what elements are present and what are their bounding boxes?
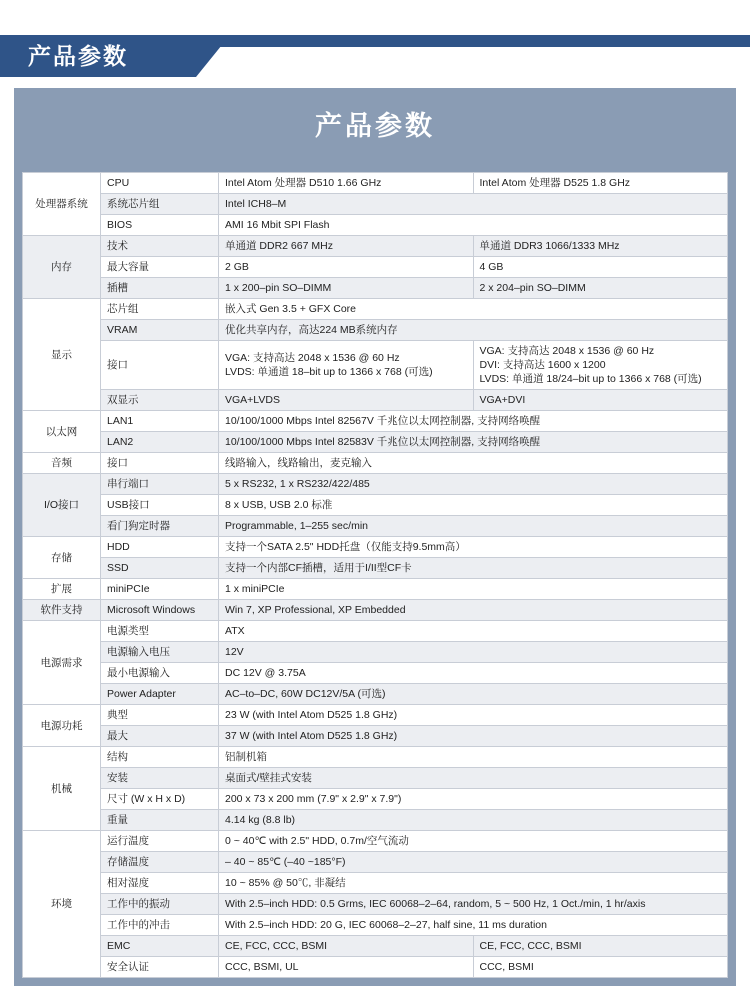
table-row — [23, 432, 728, 453]
row-subcategory: 最大 — [101, 726, 219, 747]
page-banner — [0, 0, 750, 88]
table-row — [23, 474, 728, 495]
table-row — [23, 873, 728, 894]
table-row — [23, 705, 728, 726]
row-subcategory: CPU — [101, 173, 219, 194]
row-value: – 40 ~ 85℃ (–40 ~185°F) — [219, 852, 728, 873]
row-value: 桌面式/壁挂式安装 — [219, 768, 728, 789]
row-subcategory: 安装 — [101, 768, 219, 789]
spec-table — [22, 172, 728, 978]
table-row — [23, 173, 728, 194]
table-row — [23, 299, 728, 320]
table-row — [23, 747, 728, 768]
row-subcategory: 接口 — [101, 341, 219, 390]
row-subcategory: SSD — [101, 558, 219, 579]
row-subcategory: LAN1 — [101, 411, 219, 432]
spec-panel — [14, 88, 736, 986]
table-row — [23, 831, 728, 852]
row-value: 8 x USB, USB 2.0 标准 — [219, 495, 728, 516]
row-value: 1 x miniPCIe — [219, 579, 728, 600]
row-value: 5 x RS232, 1 x RS232/422/485 — [219, 474, 728, 495]
row-category: 显示 — [23, 299, 101, 411]
row-subcategory: 工作中的振动 — [101, 894, 219, 915]
row-value: 2 GB — [219, 257, 474, 278]
row-category: 处理器系统 — [23, 173, 101, 236]
row-value: 200 x 73 x 200 mm (7.9" x 2.9" x 7.9") — [219, 789, 728, 810]
row-value: 4.14 kg (8.8 lb) — [219, 810, 728, 831]
row-subcategory: 尺寸 (W x H x D) — [101, 789, 219, 810]
panel-title: 产品参数 — [14, 88, 736, 164]
row-category: 电源需求 — [23, 621, 101, 705]
row-value: Win 7, XP Professional, XP Embedded — [219, 600, 728, 621]
row-subcategory: 工作中的冲击 — [101, 915, 219, 936]
row-value: Intel Atom 处理器 D525 1.8 GHz — [473, 173, 728, 194]
row-subcategory: Microsoft Windows — [101, 600, 219, 621]
row-category: 以太网 — [23, 411, 101, 453]
row-value: 单通道 DDR2 667 MHz — [219, 236, 474, 257]
row-subcategory: 看门狗定时器 — [101, 516, 219, 537]
row-subcategory: LAN2 — [101, 432, 219, 453]
row-value: With 2.5–inch HDD: 20 G, IEC 60068–2–27, half sine, 11 ms duration — [219, 915, 728, 936]
row-value: CCC, BSMI, UL — [219, 957, 474, 978]
row-value: 支持一个内部CF插槽，适用于I/II型CF卡 — [219, 558, 728, 579]
row-value: 10/100/1000 Mbps Intel 82583V 千兆位以太网控制器, 支持网络唤醒 — [219, 432, 728, 453]
table-row — [23, 915, 728, 936]
row-category: 电源功耗 — [23, 705, 101, 747]
row-value: 10 ~ 85% @ 50℃, 非凝结 — [219, 873, 728, 894]
table-row — [23, 726, 728, 747]
row-subcategory: 典型 — [101, 705, 219, 726]
row-value: 12V — [219, 642, 728, 663]
row-subcategory: 芯片组 — [101, 299, 219, 320]
row-category: 软件支持 — [23, 600, 101, 621]
row-subcategory: 电源类型 — [101, 621, 219, 642]
table-row — [23, 852, 728, 873]
row-subcategory: Power Adapter — [101, 684, 219, 705]
table-row — [23, 194, 728, 215]
table-row — [23, 600, 728, 621]
row-subcategory: 最大容量 — [101, 257, 219, 278]
table-row — [23, 495, 728, 516]
table-row — [23, 936, 728, 957]
table-row — [23, 810, 728, 831]
row-value: VGA+LVDS — [219, 390, 474, 411]
row-value: 优化共享内存，高达224 MB系统内存 — [219, 320, 728, 341]
row-value: VGA+DVI — [473, 390, 728, 411]
row-value: VGA: 支持高达 2048 x 1536 @ 60 Hz DVI: 支持高达 1600 x 1200 LVDS: 单通道 18/24–bit up to 1366 x 768 (可选) — [473, 341, 728, 390]
table-row — [23, 411, 728, 432]
table-row — [23, 621, 728, 642]
table-row — [23, 558, 728, 579]
row-category: 存储 — [23, 537, 101, 579]
row-value: AMI 16 Mbit SPI Flash — [219, 215, 728, 236]
row-subcategory: 相对湿度 — [101, 873, 219, 894]
row-value: 线路输入，线路输出，麦克输入 — [219, 453, 728, 474]
row-subcategory: 系统芯片组 — [101, 194, 219, 215]
table-row — [23, 957, 728, 978]
table-row — [23, 789, 728, 810]
row-value: 10/100/1000 Mbps Intel 82567V 千兆位以太网控制器, 支持网络唤醒 — [219, 411, 728, 432]
page-title: 产品参数 — [28, 43, 128, 69]
row-subcategory: 接口 — [101, 453, 219, 474]
row-value: CE, FCC, CCC, BSMI — [219, 936, 474, 957]
table-row — [23, 257, 728, 278]
row-value: 37 W (with Intel Atom D525 1.8 GHz) — [219, 726, 728, 747]
table-row — [23, 768, 728, 789]
table-row — [23, 642, 728, 663]
row-category: 音频 — [23, 453, 101, 474]
row-value: AC–to–DC, 60W DC12V/5A (可选) — [219, 684, 728, 705]
table-row — [23, 537, 728, 558]
banner-triangle — [196, 35, 230, 77]
row-value: CE, FCC, CCC, BSMI — [473, 936, 728, 957]
table-row — [23, 663, 728, 684]
row-value: 支持一个SATA 2.5" HDD托盘（仅能支持9.5mm高） — [219, 537, 728, 558]
row-value: 1 x 200–pin SO–DIMM — [219, 278, 474, 299]
table-row — [23, 278, 728, 299]
row-subcategory: 双显示 — [101, 390, 219, 411]
table-row — [23, 320, 728, 341]
row-category: I/O接口 — [23, 474, 101, 537]
table-row — [23, 390, 728, 411]
row-value: 23 W (with Intel Atom D525 1.8 GHz) — [219, 705, 728, 726]
row-category: 内存 — [23, 236, 101, 299]
row-subcategory: miniPCIe — [101, 579, 219, 600]
table-row — [23, 684, 728, 705]
row-category: 扩展 — [23, 579, 101, 600]
row-subcategory: 运行温度 — [101, 831, 219, 852]
row-value: CCC, BSMI — [473, 957, 728, 978]
row-value: 2 x 204–pin SO–DIMM — [473, 278, 728, 299]
row-value: 单通道 DDR3 1066/1333 MHz — [473, 236, 728, 257]
table-row — [23, 236, 728, 257]
row-subcategory: 最小电源输入 — [101, 663, 219, 684]
table-row — [23, 341, 728, 390]
row-category: 环境 — [23, 831, 101, 978]
row-subcategory: VRAM — [101, 320, 219, 341]
row-value: ATX — [219, 621, 728, 642]
row-value: Intel ICH8–M — [219, 194, 728, 215]
row-value: With 2.5–inch HDD: 0.5 Grms, IEC 60068–2–64, random, 5 ~ 500 Hz, 1 Oct./min, 1 hr/axis — [219, 894, 728, 915]
table-row — [23, 894, 728, 915]
row-value: VGA: 支持高达 2048 x 1536 @ 60 Hz LVDS: 单通道 18–bit up to 1366 x 768 (可选) — [219, 341, 474, 390]
row-value: Intel Atom 处理器 D510 1.66 GHz — [219, 173, 474, 194]
row-subcategory: 技术 — [101, 236, 219, 257]
row-subcategory: 电源输入电压 — [101, 642, 219, 663]
row-value: 铝制机箱 — [219, 747, 728, 768]
row-subcategory: BIOS — [101, 215, 219, 236]
row-subcategory: 插槽 — [101, 278, 219, 299]
row-subcategory: 结构 — [101, 747, 219, 768]
table-row — [23, 215, 728, 236]
table-row — [23, 516, 728, 537]
row-subcategory: 安全认证 — [101, 957, 219, 978]
row-subcategory: 重量 — [101, 810, 219, 831]
row-value: 0 ~ 40℃ with 2.5" HDD, 0.7m/空气流动 — [219, 831, 728, 852]
row-value: 嵌入式 Gen 3.5 + GFX Core — [219, 299, 728, 320]
row-value: DC 12V @ 3.75A — [219, 663, 728, 684]
table-row — [23, 453, 728, 474]
row-subcategory: USB接口 — [101, 495, 219, 516]
row-subcategory: HDD — [101, 537, 219, 558]
row-subcategory: EMC — [101, 936, 219, 957]
table-row — [23, 579, 728, 600]
row-category: 机械 — [23, 747, 101, 831]
row-subcategory: 串行端口 — [101, 474, 219, 495]
row-value: Programmable, 1–255 sec/min — [219, 516, 728, 537]
panel-inner — [14, 164, 736, 986]
row-subcategory: 存储温度 — [101, 852, 219, 873]
row-value: 4 GB — [473, 257, 728, 278]
